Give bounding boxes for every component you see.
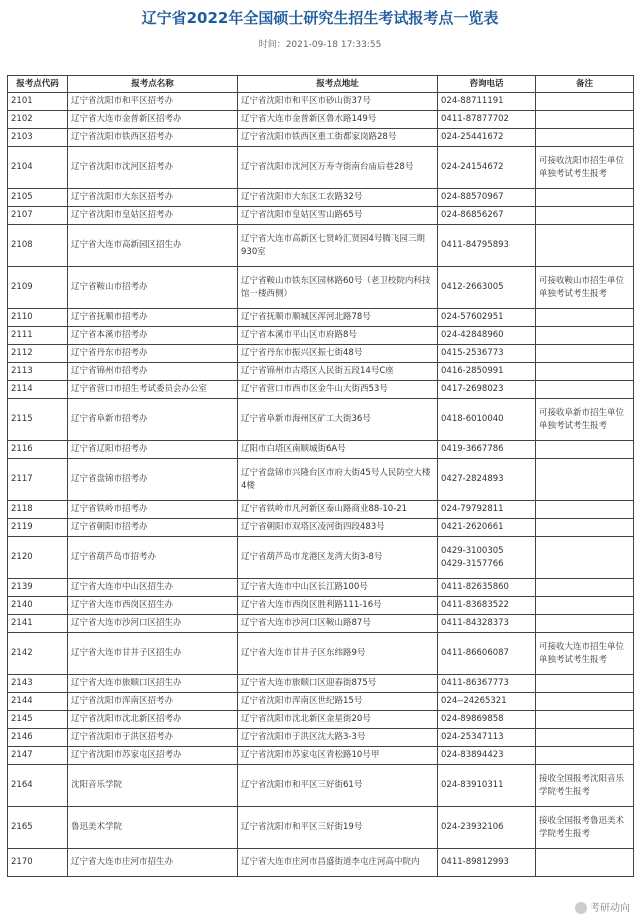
site-phone: 0411-84328373 [438,615,536,633]
site-note: 可接收阜新市招生单位单独考试考生报考 [536,399,634,441]
site-phone: 0419-3667786 [438,441,536,459]
site-code: 2119 [8,519,68,537]
site-name: 辽宁省沈阳市于洪区招考办 [68,729,238,747]
site-code: 2109 [8,267,68,309]
table-row [8,747,634,765]
site-name: 辽宁省辽阳市招考办 [68,441,238,459]
table-row [8,459,634,501]
site-address: 辽宁省鞍山市铁东区园林路60号（老卫校院内科技馆一楼西侧） [238,267,438,309]
site-phone: 024-88711191 [438,93,536,111]
table-row [8,807,634,849]
site-code: 2110 [8,309,68,327]
site-name: 辽宁省鞍山市招考办 [68,267,238,309]
site-note [536,747,634,765]
header-address: 报考点地址 [238,76,438,93]
site-phone: 0411-82635860 [438,579,536,597]
site-name: 辽宁省沈阳市铁西区招考办 [68,129,238,147]
table-row [8,711,634,729]
site-phone: 024-83894423 [438,747,536,765]
site-phone: 0411-84795893 [438,225,536,267]
site-note [536,615,634,633]
site-name: 辽宁省大连市西岗区招生办 [68,597,238,615]
site-note [536,459,634,501]
site-code: 2111 [8,327,68,345]
site-name: 辽宁省阜新市招考办 [68,399,238,441]
site-note [536,111,634,129]
site-phone: 024--24265321 [438,693,536,711]
site-code: 2139 [8,579,68,597]
site-name: 辽宁省葫芦岛市招考办 [68,537,238,579]
site-address: 辽宁省大连市西岗区胜利路111-16号 [238,597,438,615]
table-row [8,615,634,633]
site-note [536,537,634,579]
table-row [8,519,634,537]
table-row [8,309,634,327]
table-row [8,147,634,189]
table-header-row [8,76,634,93]
site-note [536,93,634,111]
site-note [536,597,634,615]
table-row [8,675,634,693]
site-phone: 024-83910311 [438,765,536,807]
site-phone: 0429-3100305 0429-3157766 [438,537,536,579]
site-note [536,729,634,747]
site-note [536,381,634,399]
site-phone: 0411-86367773 [438,675,536,693]
publish-time: 时间：2021-09-18 17:33:55 [258,40,382,50]
site-code: 2102 [8,111,68,129]
page-title: 辽宁省2022年全国硕士研究生招生考试报考点一览表 [141,9,499,27]
site-code: 2147 [8,747,68,765]
header-note: 备注 [536,76,634,93]
site-address: 辽宁省沈阳市沈河区万寿寺街南台庙后巷28号 [238,147,438,189]
site-address: 辽宁省沈阳市沈北新区金星街20号 [238,711,438,729]
site-code: 2165 [8,807,68,849]
site-address: 辽宁省大连市高新区七贤岭汇贤园4号腾飞园三期930室 [238,225,438,267]
table-row [8,597,634,615]
site-code: 2144 [8,693,68,711]
site-name: 沈阳音乐学院 [68,765,238,807]
site-name: 辽宁省沈阳市大东区招考办 [68,189,238,207]
wechat-logo-icon [575,902,587,914]
site-note [536,363,634,381]
site-name: 辽宁省沈阳市沈北新区招考办 [68,711,238,729]
site-code: 2146 [8,729,68,747]
site-address: 辽宁省丹东市振兴区振七街48号 [238,345,438,363]
table-row [8,693,634,711]
watermark [575,899,630,914]
site-address: 辽宁省沈阳市苏家屯区青松路10号甲 [238,747,438,765]
site-address: 辽宁省朝阳市双塔区凌河街四段483号 [238,519,438,537]
table-row [8,501,634,519]
site-phone: 0417-2698023 [438,381,536,399]
site-phone: 024-25441672 [438,129,536,147]
site-address: 辽宁省阜新市海州区矿工大街36号 [238,399,438,441]
site-address: 辽宁省沈阳市和平区三好街19号 [238,807,438,849]
site-phone: 0415-2536773 [438,345,536,363]
site-note [536,129,634,147]
site-code: 2164 [8,765,68,807]
site-phone: 0411-89812993 [438,849,536,877]
site-address: 辽宁省大连市庄河市昌盛街道李屯庄河高中院内 [238,849,438,877]
table-row [8,111,634,129]
site-address: 辽宁省抚顺市顺城区浑河北路78号 [238,309,438,327]
site-name: 鲁迅美术学院 [68,807,238,849]
table-row [8,189,634,207]
site-address: 辽阳市白塔区南顺城街6A号 [238,441,438,459]
table-row [8,207,634,225]
site-address: 辽宁省营口市西市区金牛山大街西53号 [238,381,438,399]
site-address: 辽宁省大连市沙河口区鞍山路87号 [238,615,438,633]
table-row [8,129,634,147]
exam-site-table-container [7,75,633,877]
site-name: 辽宁省盘锦市招考办 [68,459,238,501]
site-address: 辽宁省沈阳市大东区工农路32号 [238,189,438,207]
site-code: 2143 [8,675,68,693]
site-address: 辽宁省大连市旅顺口区迎春街875号 [238,675,438,693]
site-note [536,579,634,597]
site-phone: 024-88570967 [438,189,536,207]
site-code: 2114 [8,381,68,399]
site-address: 辽宁省盘锦市兴隆台区市府大街45号人民防空大楼4楼 [238,459,438,501]
site-phone: 024-24154672 [438,147,536,189]
header-phone: 咨询电话 [438,76,536,93]
site-code: 2104 [8,147,68,189]
site-note: 可接收大连市招生单位单独考试考生报考 [536,633,634,675]
table-row [8,537,634,579]
site-code: 2120 [8,537,68,579]
site-note [536,207,634,225]
site-note: 可接收沈阳市招生单位单独考试考生报考 [536,147,634,189]
table-row [8,345,634,363]
site-note [536,441,634,459]
site-name: 辽宁省大连市甘井子区招生办 [68,633,238,675]
site-note [536,225,634,267]
table-row [8,225,634,267]
site-name: 辽宁省大连市庄河市招生办 [68,849,238,877]
site-phone: 0418-6010040 [438,399,536,441]
site-code: 2117 [8,459,68,501]
site-phone: 0427-2824893 [438,459,536,501]
site-note [536,693,634,711]
site-name: 辽宁省沈阳市和平区招考办 [68,93,238,111]
site-phone: 0411-86606087 [438,633,536,675]
site-note [536,501,634,519]
site-address: 辽宁省大连市中山区长江路100号 [238,579,438,597]
site-name: 辽宁省丹东市招考办 [68,345,238,363]
site-code: 2107 [8,207,68,225]
site-address: 辽宁省锦州市古塔区人民街五段14号C座 [238,363,438,381]
site-phone: 024-57602951 [438,309,536,327]
table-row [8,729,634,747]
site-code: 2112 [8,345,68,363]
site-name: 辽宁省铁岭市招考办 [68,501,238,519]
table-row [8,441,634,459]
site-phone: 024-89869858 [438,711,536,729]
site-note [536,675,634,693]
site-name: 辽宁省沈阳市苏家屯区招考办 [68,747,238,765]
site-name: 辽宁省营口市招生考试委员会办公室 [68,381,238,399]
site-address: 辽宁省沈阳市皇姑区雪山路65号 [238,207,438,225]
site-name: 辽宁省沈阳市浑南区招考办 [68,693,238,711]
site-code: 2113 [8,363,68,381]
site-code: 2170 [8,849,68,877]
site-name: 辽宁省大连市中山区招生办 [68,579,238,597]
site-note [536,711,634,729]
site-code: 2103 [8,129,68,147]
site-address: 辽宁省沈阳市和平区市砂山街37号 [238,93,438,111]
table-row [8,399,634,441]
site-note [536,849,634,877]
site-address: 辽宁省葫芦岛市龙港区龙湾大街3-8号 [238,537,438,579]
site-note [536,519,634,537]
site-note: 可接收鞍山市招生单位单独考试考生报考 [536,267,634,309]
header-name: 报考点名称 [68,76,238,93]
site-name: 辽宁省抚顺市招考办 [68,309,238,327]
site-address: 辽宁省沈阳市铁西区重工街都家岗路28号 [238,129,438,147]
table-row [8,849,634,877]
table-row [8,93,634,111]
site-name: 辽宁省朝阳市招考办 [68,519,238,537]
site-note [536,345,634,363]
site-phone: 024-79792811 [438,501,536,519]
site-name: 辽宁省大连市沙河口区招生办 [68,615,238,633]
site-note: 接收全国报考沈阳音乐学院考生报考 [536,765,634,807]
site-phone: 024-25347113 [438,729,536,747]
site-phone: 024-42848960 [438,327,536,345]
table-row [8,633,634,675]
site-code: 2118 [8,501,68,519]
site-phone: 024-23932106 [438,807,536,849]
site-phone: 024-86856267 [438,207,536,225]
site-code: 2141 [8,615,68,633]
site-name: 辽宁省锦州市招考办 [68,363,238,381]
site-address: 辽宁省铁岭市凡河新区泰山路商业88-10-21 [238,501,438,519]
site-code: 2105 [8,189,68,207]
site-code: 2145 [8,711,68,729]
site-code: 2116 [8,441,68,459]
table-row [8,327,634,345]
site-note: 接收全国报考鲁迅美术学院考生报考 [536,807,634,849]
table-row [8,267,634,309]
site-code: 2142 [8,633,68,675]
site-name: 辽宁省大连市高新园区招生办 [68,225,238,267]
site-name: 辽宁省大连市旅顺口区招生办 [68,675,238,693]
table-row [8,363,634,381]
site-phone: 0411-83683522 [438,597,536,615]
site-phone: 0411-87877702 [438,111,536,129]
site-name: 辽宁省沈阳市沈河区招考办 [68,147,238,189]
site-phone: 0416-2850991 [438,363,536,381]
site-address: 辽宁省沈阳市于洪区沈大路3-3号 [238,729,438,747]
site-note [536,189,634,207]
site-code: 2115 [8,399,68,441]
site-name: 辽宁省本溪市招考办 [68,327,238,345]
site-address: 辽宁省大连市甘井子区东纬路9号 [238,633,438,675]
exam-site-table [7,75,634,877]
site-address: 辽宁省本溪市平山区市府路8号 [238,327,438,345]
site-phone: 0412-2663005 [438,267,536,309]
header-code: 报考点代码 [8,76,68,93]
site-name: 辽宁省大连市金普新区招考办 [68,111,238,129]
table-row [8,579,634,597]
site-phone: 0421-2620661 [438,519,536,537]
site-code: 2108 [8,225,68,267]
table-row [8,765,634,807]
site-address: 辽宁省沈阳市和平区三好街61号 [238,765,438,807]
site-code: 2140 [8,597,68,615]
site-code: 2101 [8,93,68,111]
watermark-text: 考研动向 [590,903,630,914]
site-address: 辽宁省大连市金普新区鲁水路149号 [238,111,438,129]
table-body [8,93,634,877]
site-note [536,327,634,345]
site-note [536,309,634,327]
site-name: 辽宁省沈阳市皇姑区招考办 [68,207,238,225]
table-row [8,381,634,399]
site-address: 辽宁省沈阳市浑南区世纪路15号 [238,693,438,711]
